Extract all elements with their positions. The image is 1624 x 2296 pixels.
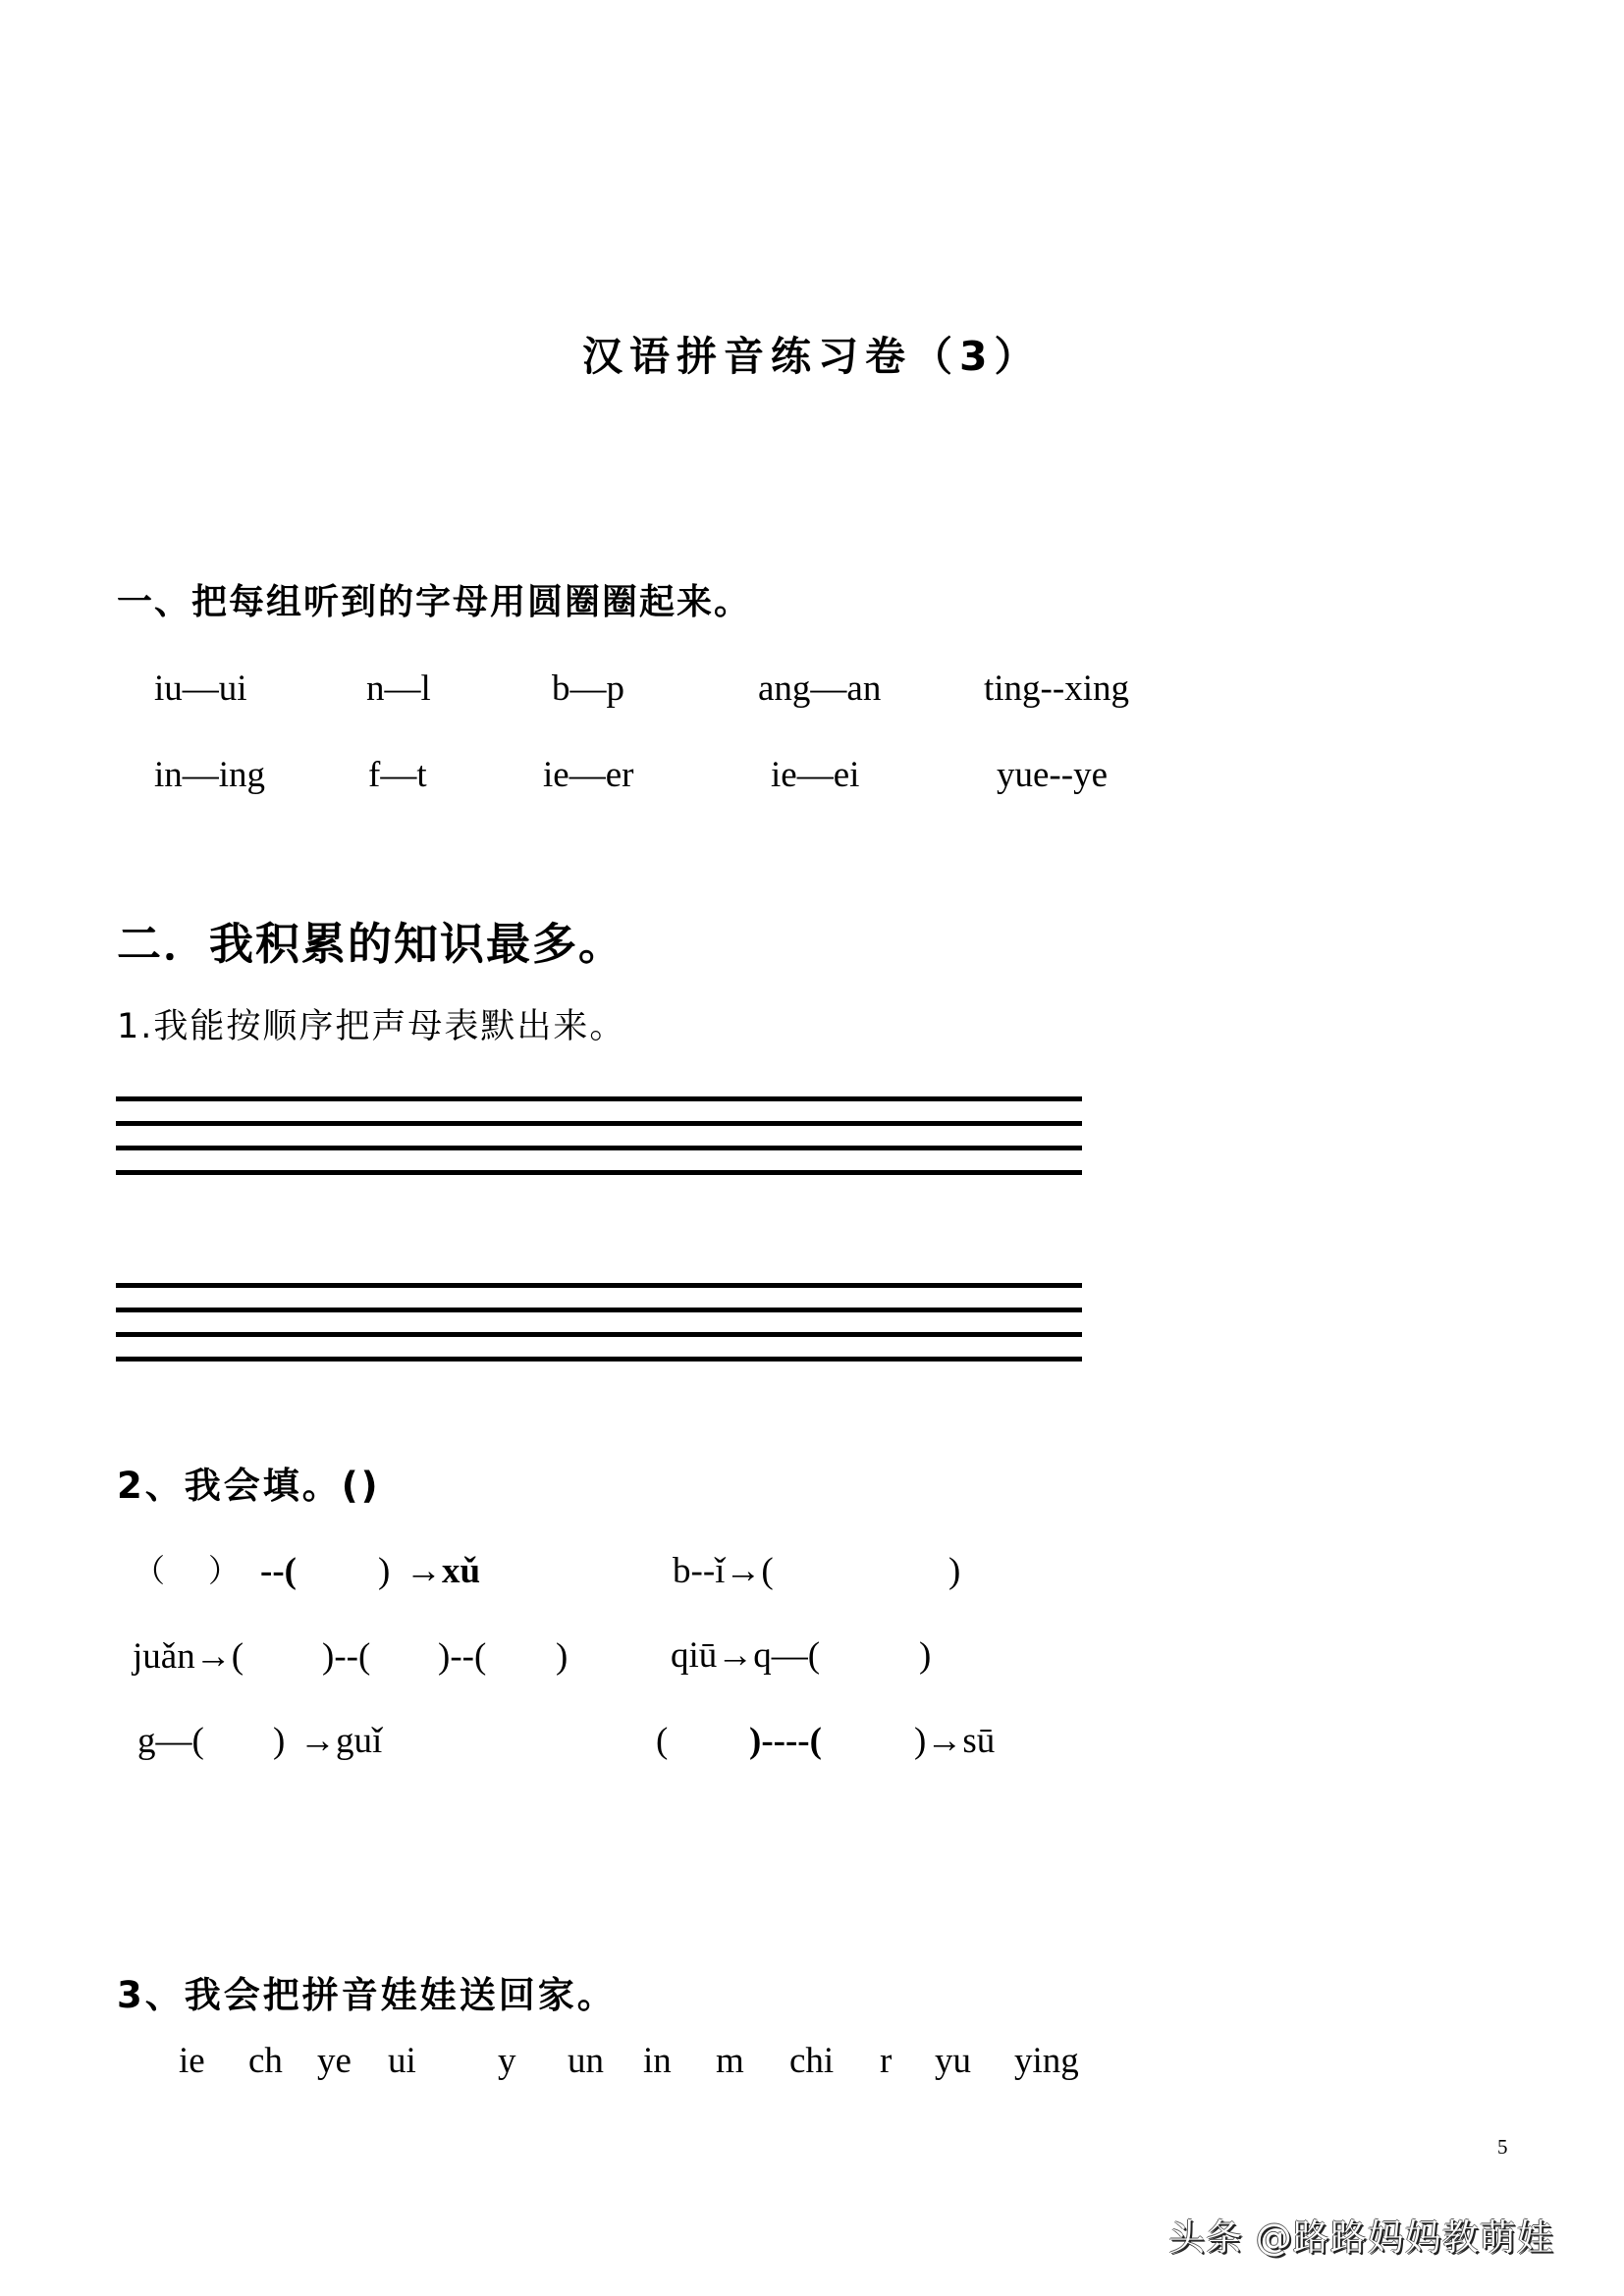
blank-segment[interactable]: )--( (438, 1636, 487, 1677)
writing-line[interactable] (116, 1283, 1082, 1288)
letter-pair: ang—an (758, 668, 882, 709)
blank-segment[interactable]: )--( (322, 1636, 371, 1677)
blank-segment[interactable]: --( (260, 1551, 297, 1591)
prompt-text: g—( (137, 1721, 204, 1761)
syllable[interactable]: m (716, 2041, 744, 2081)
prompt-text: b--ǐ→( (673, 1551, 774, 1591)
writing-line[interactable] (116, 1096, 1082, 1101)
syllable[interactable]: ui (388, 2041, 416, 2081)
letter-pair: yue--ye (997, 755, 1108, 795)
question-3-label: 3、我会把拼音娃娃送回家。 (117, 1974, 617, 2016)
prompt-text: juǎn→( (133, 1636, 244, 1677)
blank-open[interactable]: （ (134, 1552, 166, 1589)
writing-line[interactable] (116, 1357, 1082, 1362)
watermark: 头条 @路路妈妈教萌娃 (1168, 2216, 1554, 2259)
blank-close[interactable]: ) (948, 1551, 961, 1591)
writing-line[interactable] (116, 1121, 1082, 1126)
writing-line[interactable] (116, 1146, 1082, 1150)
syllable[interactable]: un (568, 2041, 604, 2081)
writing-line[interactable] (116, 1308, 1082, 1312)
writing-line[interactable] (116, 1170, 1082, 1175)
blank-close: ) (378, 1551, 391, 1591)
letter-pair: iu—ui (154, 668, 247, 709)
blank-open[interactable]: ( (656, 1721, 669, 1761)
blank-close: ) (556, 1636, 568, 1677)
page-title: 汉语拼音练习卷（3） (582, 333, 1042, 380)
syllable[interactable]: ch (248, 2041, 283, 2081)
syllable[interactable]: y (498, 2041, 516, 2081)
syllable[interactable]: chi (789, 2041, 835, 2081)
letter-pair: n—l (366, 668, 431, 709)
prompt-text: qiū→q—( (671, 1635, 821, 1676)
question-2-label: 2、我会填。() (117, 1465, 381, 1507)
answer-text: →guǐ (299, 1721, 383, 1761)
letter-pair: ting--xing (984, 668, 1129, 709)
blank-segment[interactable]: )----( (749, 1721, 822, 1761)
syllable[interactable]: yu (935, 2041, 971, 2081)
syllable[interactable]: r (880, 2041, 893, 2081)
writing-line[interactable] (116, 1332, 1082, 1337)
section-2-heading: 二．我积累的知识最多。 (117, 918, 625, 970)
syllable[interactable]: ye (317, 2041, 352, 2081)
answer-text: )→sū (914, 1721, 996, 1761)
blank-close: ） (208, 1552, 241, 1589)
letter-pair: f—t (368, 755, 427, 795)
syllable[interactable]: ying (1014, 2041, 1079, 2081)
letter-pair: b—p (552, 668, 624, 709)
letter-pair: ie—er (543, 755, 634, 795)
letter-pair: ie—ei (771, 755, 860, 795)
syllable[interactable]: ie (179, 2041, 205, 2081)
question-1-label: 1.我能按顺序把声母表默出来。 (117, 1007, 626, 1046)
answer-text: →xǔ (406, 1551, 481, 1591)
blank-close[interactable]: ) (919, 1635, 932, 1676)
blank-close[interactable]: ) (273, 1721, 286, 1761)
page-number: 5 (1497, 2135, 1508, 2159)
syllable[interactable]: in (643, 2041, 672, 2081)
letter-pair: in—ing (154, 755, 266, 795)
section-1-heading: 一、把每组听到的字母用圆圈圈起来。 (117, 582, 752, 622)
